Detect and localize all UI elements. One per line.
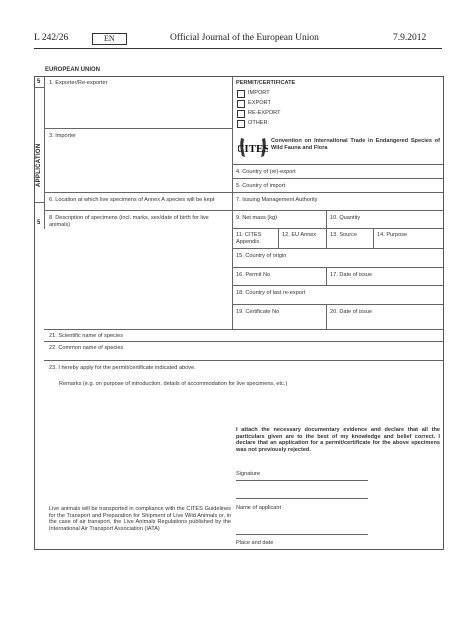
- cites-convention-text: Convention on International Trade in Endangered Species of Wild Fauna and Flora: [271, 138, 440, 151]
- union-title: EUROPEAN UNION: [45, 67, 101, 73]
- field-6-label: 6. Location at which live specimens of Annex A species will be kept: [49, 197, 215, 203]
- signature-label: Signature: [236, 471, 260, 477]
- other-checkbox[interactable]: [237, 120, 245, 128]
- export-option: EXPORT: [248, 100, 271, 106]
- field-22-label: 22. Common name of species: [49, 345, 124, 351]
- reexport-option: RE-EXPORT: [248, 110, 281, 116]
- field-9-label: 9. Net mass (kg): [236, 215, 278, 221]
- page-ref: L 242/26: [34, 33, 69, 43]
- remarks-label: Remarks (e.g. on purpose of introduction, details of accommodation for live specimens, etc.): [59, 381, 288, 387]
- export-checkbox[interactable]: [237, 100, 245, 108]
- reexport-checkbox[interactable]: [237, 110, 245, 118]
- import-checkbox[interactable]: [237, 90, 245, 98]
- cites-logo: [238, 136, 268, 160]
- permit-title: PERMIT/CERTIFICATE: [236, 80, 296, 86]
- journal-title: Official Journal of the European Union: [170, 33, 319, 43]
- application-side-label: APPLICATION: [36, 143, 42, 187]
- field-20-label: 20. Date of issue: [330, 309, 372, 315]
- field-1-label: 1. Exporter/Re-exporter: [49, 80, 108, 86]
- copy-number-bottom: 5: [37, 220, 41, 226]
- field-10-label: 10. Quantity: [330, 215, 361, 221]
- field-13-label: 13. Source: [330, 232, 358, 238]
- field-21-label: 21. Scientific name of species: [49, 333, 123, 339]
- other-option: OTHER:: [248, 120, 270, 126]
- field-7-label: 7. Issuing Management Authority: [236, 197, 318, 203]
- field-15-label: 15. Country of origin: [236, 253, 287, 259]
- svg-text:CITES: CITES: [238, 143, 268, 155]
- field-16-label: 16. Permit No: [236, 272, 271, 278]
- place-date-label: Place and date: [236, 540, 274, 546]
- application-form: [34, 76, 444, 550]
- field-19-label: 19. Certificate No: [236, 309, 280, 315]
- field-17-label: 17. Date of issue: [330, 272, 372, 278]
- live-animals-note: Live animals will be transported in compliance with the CITES Guidelines for the Transport and Preparation for Shipment of Live Wild Animals or, in the case of air transport, the Live Animals Regulations published by the International Air Transport Association (IATA): [49, 506, 231, 532]
- field-4-label: 4. Country of (re)-export: [236, 169, 296, 175]
- import-option: IMPORT: [248, 90, 270, 96]
- field-12-label: 12. EU Annex: [282, 232, 317, 238]
- applicant-name-label: Name of applicant: [236, 505, 282, 511]
- language-code: EN: [92, 33, 127, 45]
- publication-date: 7.9.2012: [393, 33, 427, 43]
- field-5-label: 5. Country of import: [236, 183, 286, 189]
- field-18-label: 18. Country of last re-export: [236, 290, 306, 296]
- declaration-text: I attach the necessary documentary evidence and declare that all the particulars given are to the best of my knowledge and belief correct. I declare that an application for a permit/certificate for the above specimens was not previously rejected.: [236, 427, 440, 453]
- copy-number-top: 5: [37, 79, 41, 85]
- field-14-label: 14. Purpose: [377, 232, 408, 238]
- field-3-label: 3. Importer: [49, 133, 77, 139]
- field-11-label: 11. CITES Appendix: [236, 232, 262, 245]
- header-rule: [34, 48, 442, 49]
- field-8-label: 8. Description of specimens (incl. marks, sex/date of birth for live animals): [49, 215, 209, 228]
- field-23-label: 23. I hereby apply for the permit/certificate indicated above.: [49, 365, 196, 371]
